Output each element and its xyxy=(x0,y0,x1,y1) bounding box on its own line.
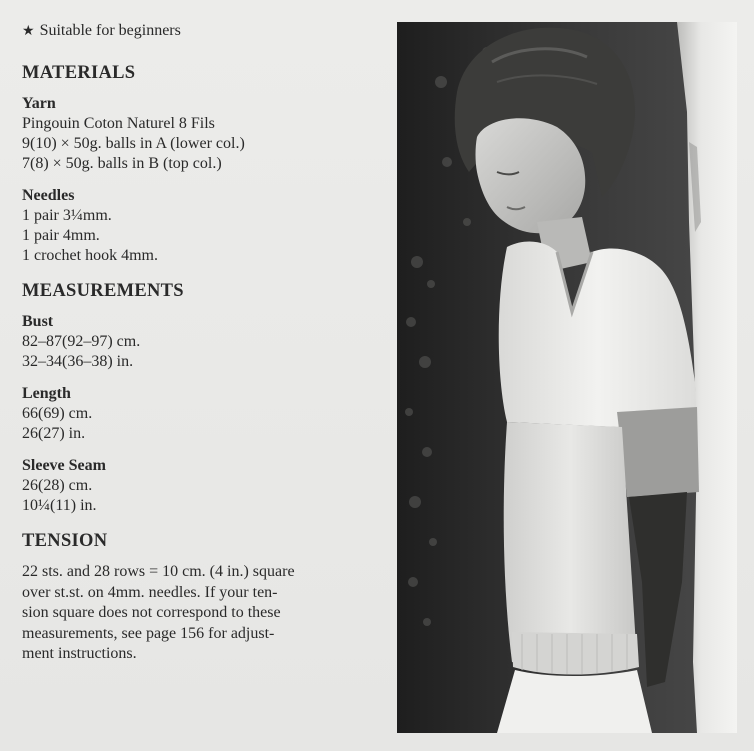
measurements-heading: MEASUREMENTS xyxy=(22,281,184,301)
tension-line: sion square does not correspond to these xyxy=(22,604,281,621)
needles-line: 1 pair 4mm. xyxy=(22,227,100,244)
bust-line: 32–34(36–38) in. xyxy=(22,353,134,370)
tension-line: 22 sts. and 28 rows = 10 cm. (4 in.) square xyxy=(22,563,295,580)
yarn-line: Pingouin Coton Naturel 8 Fils xyxy=(22,115,215,132)
needles-line: 1 crochet hook 4mm. xyxy=(22,247,158,264)
pattern-text-column xyxy=(22,20,372,678)
bust-group xyxy=(22,312,372,372)
materials-heading: MATERIALS xyxy=(22,63,136,83)
length-line: 66(69) cm. xyxy=(22,405,93,422)
needles-group xyxy=(22,186,372,266)
tension-section xyxy=(22,529,372,665)
sleeve-seam-line: 10¼(11) in. xyxy=(22,497,97,514)
measurements-section xyxy=(22,279,372,516)
length-line: 26(27) in. xyxy=(22,425,86,442)
tension-paragraph xyxy=(22,562,365,665)
yarn-line: 7(8) × 50g. balls in B (top col.) xyxy=(22,155,222,172)
difficulty-text: Suitable for beginners xyxy=(39,22,181,39)
needles-heading: Needles xyxy=(22,187,75,204)
star-icon: ★ xyxy=(22,24,35,39)
tension-line: over st.st. on 4mm. needles. If your ten- xyxy=(22,583,278,601)
length-heading: Length xyxy=(22,385,71,402)
yarn-group xyxy=(22,94,372,174)
bust-line: 82–87(92–97) cm. xyxy=(22,333,141,350)
model-photo xyxy=(397,22,737,733)
skirt xyxy=(497,670,652,733)
sleeve-seam-heading: Sleeve Seam xyxy=(22,457,106,474)
bust-heading: Bust xyxy=(22,313,54,330)
length-group xyxy=(22,384,372,444)
sleeve-band xyxy=(617,407,699,497)
tension-heading: TENSION xyxy=(22,531,108,551)
yarn-heading: Yarn xyxy=(22,95,56,112)
materials-section xyxy=(22,61,372,266)
tension-line: ment instructions. xyxy=(22,645,137,662)
sweater-hem xyxy=(512,632,639,675)
model-photo-illustration xyxy=(397,22,737,733)
sleeve-seam-group xyxy=(22,456,372,516)
yarn-line: 9(10) × 50g. balls in A (lower col.) xyxy=(22,135,245,152)
needles-line: 1 pair 3¼mm. xyxy=(22,207,112,224)
tension-line: measurements, see page 156 for adjust- xyxy=(22,624,275,642)
difficulty-note xyxy=(22,20,372,43)
sleeve-seam-line: 26(28) cm. xyxy=(22,477,93,494)
